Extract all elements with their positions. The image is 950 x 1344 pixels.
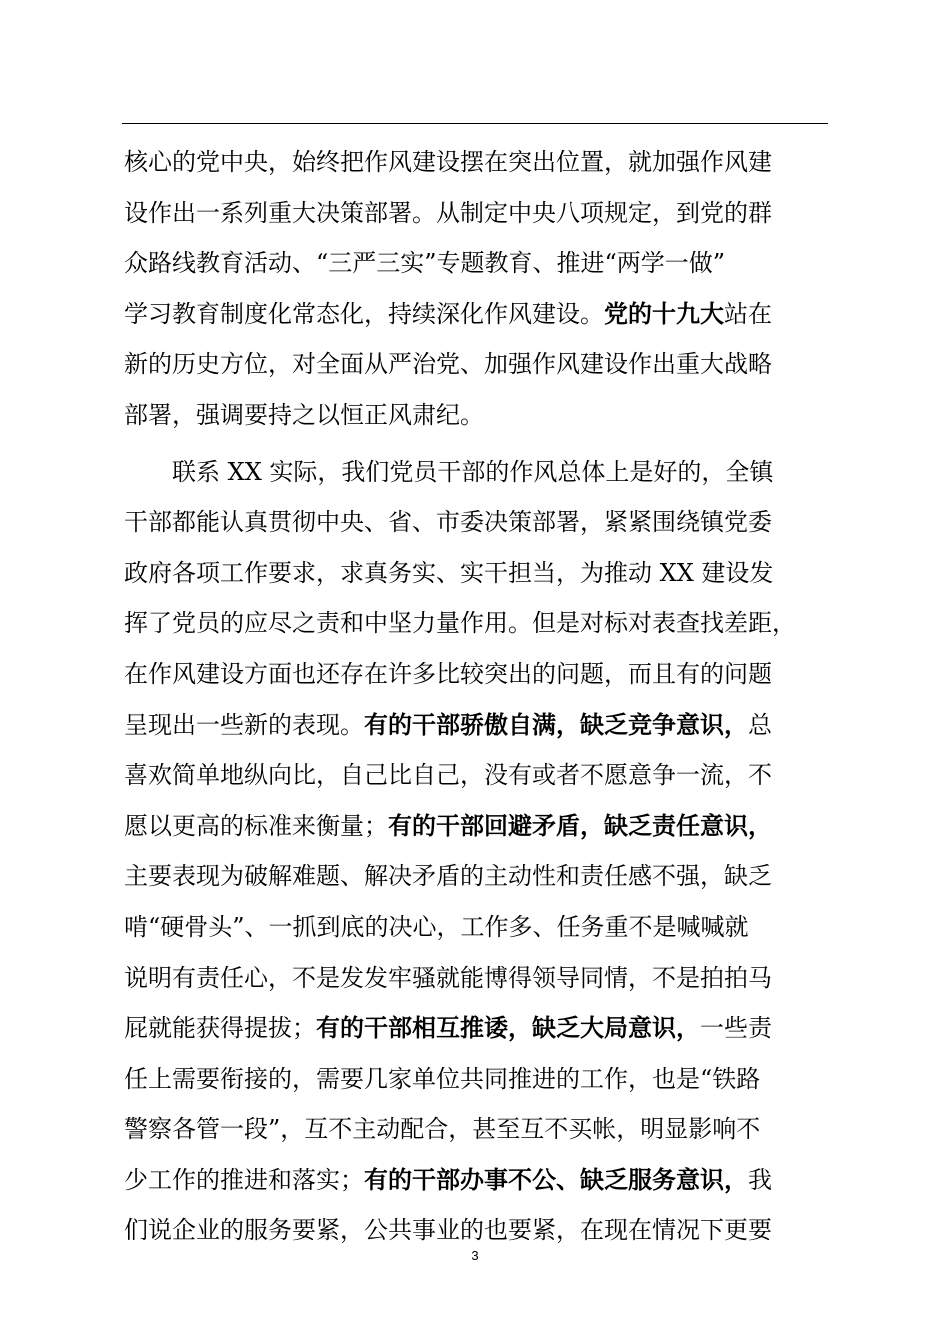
text-line [124, 801, 830, 852]
text-line [124, 1104, 830, 1155]
text-line [124, 1054, 830, 1105]
text-segment: 干部都能认真贯彻中央、省、市委决策部署，紧紧围绕镇党委 [124, 508, 772, 537]
paragraph [124, 137, 830, 441]
text-line [124, 953, 830, 1004]
text-segment: 愿以更高的标准来衡量； [124, 811, 388, 840]
bold-text: 有的干部骄傲自满，缺乏竞争意识， [364, 709, 748, 739]
text-segment: 联系 XX 实际，我们党员干部的作风总体上是好的，全镇 [124, 457, 774, 486]
bold-text: 党的十九大 [604, 298, 724, 328]
text-segment: 部署，强调要持之以恒正风肃纪。 [124, 400, 484, 429]
text-segment: 学习教育制度化常态化，持续深化作风建设。 [124, 299, 604, 328]
text-line [124, 238, 830, 289]
text-segment: 少工作的推进和落实； [124, 1165, 364, 1194]
text-line [124, 339, 830, 390]
page-number: 3 [471, 1248, 479, 1263]
text-line [124, 137, 830, 188]
text-line [124, 700, 830, 751]
text-line [124, 447, 830, 498]
bold-text: 有的干部回避矛盾，缺乏责任意识， [388, 810, 772, 840]
text-line [124, 902, 830, 953]
text-line [124, 548, 830, 599]
header-rule [122, 123, 828, 124]
text-segment: 我 [748, 1165, 772, 1194]
text-segment: 屁就能获得提拔； [124, 1014, 316, 1043]
text-segment: 新的历史方位，对全面从严治党、加强作风建设作出重大战略 [124, 350, 772, 379]
text-segment: 一些责 [700, 1014, 772, 1043]
text-segment: 任上需要衔接的，需要几家单位共同推进的工作，也是“铁路 [124, 1064, 761, 1093]
bold-text: 有的干部办事不公、缺乏服务意识， [364, 1164, 748, 1194]
text-segment: 设作出一系列重大决策部署。从制定中央八项规定，到党的群 [124, 198, 772, 227]
text-line [124, 1003, 830, 1054]
text-line [124, 851, 830, 902]
text-segment: 呈现出一些新的表现。 [124, 710, 364, 739]
text-segment: 政府各项工作要求，求真务实、实干担当，为推动 XX 建设发 [124, 558, 774, 587]
text-segment: 们说企业的服务要紧，公共事业的也要紧，在现在情况下更要 [124, 1216, 772, 1245]
text-line [124, 188, 830, 239]
text-segment: 站在 [724, 299, 772, 328]
text-segment: 主要表现为破解难题、解决矛盾的主动性和责任感不强，缺乏 [124, 862, 772, 891]
text-line [124, 598, 830, 649]
bold-text: 有的干部相互推诿，缺乏大局意识， [316, 1013, 700, 1043]
text-line [124, 390, 830, 441]
text-segment: 总 [748, 710, 772, 739]
text-segment: 说明有责任心，不是发发牢骚就能博得领导同情，不是拍拍马 [124, 963, 772, 992]
text-segment: 在作风建设方面也还存在许多比较突出的问题，而且有的问题 [124, 659, 772, 688]
document-body [124, 137, 830, 1256]
text-line [124, 649, 830, 700]
text-segment: 众路线教育活动、“三严三实”专题教育、推进“两学一做” [124, 249, 726, 278]
text-segment: 警察各管一段”，互不主动配合，甚至互不买帐，明显影响不 [124, 1115, 761, 1144]
paragraph [124, 447, 830, 1257]
text-segment: 核心的党中央，始终把作风建设摆在突出位置，就加强作风建 [124, 148, 772, 176]
text-line [124, 497, 830, 548]
text-line [124, 289, 830, 340]
text-segment: 喜欢简单地纵向比，自己比自己，没有或者不愿意争一流，不 [124, 761, 772, 790]
text-segment: 啃“硬骨头”、一抓到底的决心，工作多、任务重不是喊喊就 [124, 912, 749, 941]
text-line [124, 750, 830, 801]
text-segment: 挥了党员的应尽之责和中坚力量作用。但是对标对表查找差距， [124, 609, 796, 638]
text-line [124, 1155, 830, 1206]
